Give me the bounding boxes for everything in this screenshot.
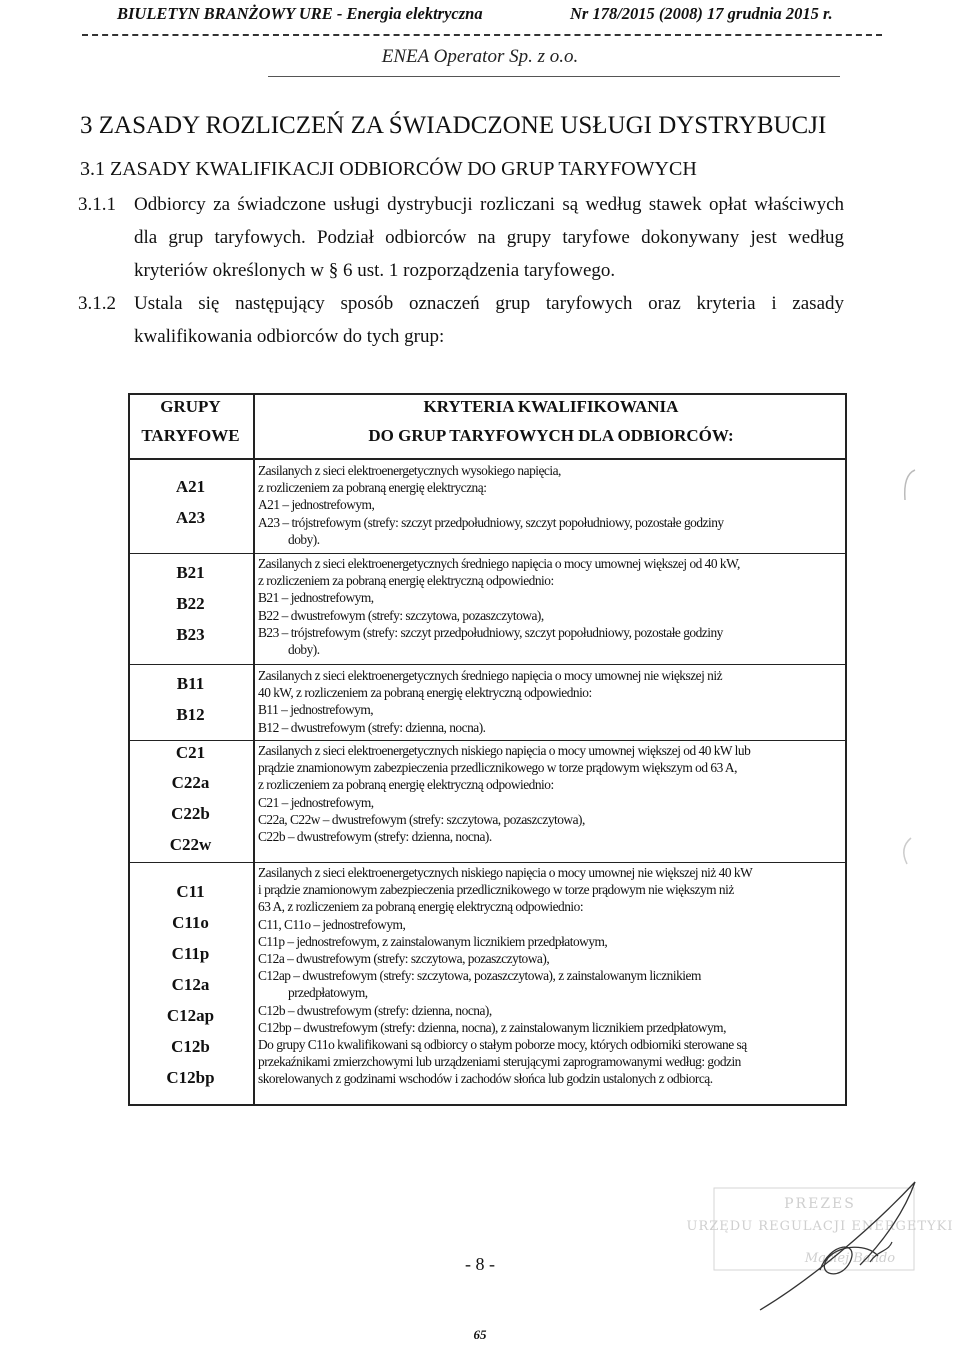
company-underline <box>268 76 840 77</box>
header-line: DO GRUP TARYFOWYCH DLA ODBIORCÓW: <box>368 426 734 445</box>
group-code: C11 <box>176 882 205 901</box>
group-code: B22 <box>176 594 205 613</box>
criteria-line: A23 – trójstrefowym (strefy: szczyt przedpołudniowy, szczyt popołudniowy, pozostałe godziny <box>258 514 724 530</box>
group-cell-a <box>128 477 253 528</box>
group-code: C21 <box>175 743 206 762</box>
criteria-line: C12bp – dwustrefowym (strefy: dzienna, nocna), z zainstalowanym licznikiem przedpłatowym, <box>258 1019 726 1035</box>
paragraph-number: 3.1.1 <box>78 194 116 215</box>
criteria-line: Zasilanych z sieci elektroenergetycznych niskiego napięcia o mocy umownej większej od 40 kW lub <box>258 743 751 758</box>
group-code: A21 <box>175 477 206 496</box>
paragraph-number: 3.1.2 <box>78 293 116 314</box>
table-row-divider <box>128 553 847 554</box>
paragraph-3-1-2 <box>78 287 844 353</box>
criteria-line: B21 – jednostrefowym, <box>258 590 374 606</box>
header-divider <box>82 34 882 36</box>
group-code: B23 <box>176 625 205 644</box>
criteria-line: prądzie znamionowym zabezpieczenia przedlicznikowego w torze prądowym większym od 63 A, <box>258 760 737 776</box>
group-code: C11p <box>171 944 210 963</box>
criteria-line: B23 – trójstrefowym (strefy: szczyt przedpołudniowy, szczyt popołudniowy, pozostałe godziny <box>258 624 723 640</box>
svg-text:PREZES: PREZES <box>784 1196 856 1212</box>
group-cell-c1 <box>128 882 253 1088</box>
criteria-cell-a <box>258 462 842 548</box>
criteria-line: B11 – jednostrefowym, <box>258 702 374 718</box>
table-header-groups <box>128 397 253 446</box>
criteria-line: przedpłatowym, <box>288 985 368 1001</box>
group-code: C12b <box>171 1037 210 1056</box>
header-line: TARYFOWE <box>141 426 240 445</box>
group-cell-b2 <box>128 563 253 645</box>
criteria-line: C22b – dwustrefowym (strefy: dzienna, nocna). <box>258 829 492 845</box>
paragraph-3-1-1 <box>78 188 844 287</box>
group-code: C22w <box>169 835 212 854</box>
criteria-line: i prądzie znamionowym zabezpieczenia przedlicznikowego w torze prądowym nie większym niż <box>258 882 734 898</box>
page-number: - 8 - <box>465 1254 495 1274</box>
criteria-line: C12ap – dwustrefowym (strefy: szczytowa, pozaszczytowa), z zainstalowanym licznikiem <box>258 968 701 984</box>
svg-text:URZĘDU REGULACJI ENERGETYKI: URZĘDU REGULACJI ENERGETYKI <box>686 1219 954 1234</box>
criteria-line: C12b – dwustrefowym (strefy: dzienna, nocna), <box>258 1002 492 1018</box>
table-column-divider <box>253 393 255 1106</box>
group-cell-b1 <box>128 674 253 725</box>
criteria-line: B12 – dwustrefowym (strefy: dzienna, nocna). <box>258 719 486 735</box>
paragraph-line: kryteriów określonych w § 6 ust. 1 rozporządzenia taryfowego. <box>134 260 616 281</box>
table-row-divider <box>128 740 847 741</box>
table-row-divider <box>128 664 847 665</box>
svg-text:Maciej Bando: Maciej Bando <box>804 1251 896 1266</box>
criteria-line: A21 – jednostrefowym, <box>258 497 375 513</box>
criteria-line: doby). <box>288 531 320 547</box>
criteria-line: Do grupy C11o kwalifikowani są odbiorcy o stałym poborze mocy, których odbiorniki sterowane są <box>258 1037 747 1053</box>
criteria-line: Zasilanych z sieci elektroenergetycznych wysokiego napięcia, <box>258 463 561 478</box>
scan-mark <box>895 465 925 505</box>
group-code: C12bp <box>166 1068 215 1087</box>
paragraph-line: dla grup taryfowych. Podział odbiorców na grupy taryfowe dokonywany jest według <box>134 227 844 248</box>
subsection-heading: 3.1 ZASADY KWALIFIKACJI ODBIORCÓW DO GRUP TARYFOWYCH <box>80 158 697 180</box>
criteria-line: C21 – jednostrefowym, <box>258 794 374 810</box>
paragraph-line: Ustala się następujący sposób oznaczeń grup taryfowych oraz kryteria i zasady <box>134 293 844 314</box>
bulletin-page-number: 65 <box>473 1327 487 1342</box>
criteria-line: 63 A, z rozliczeniem za pobraną energię elektryczną odpowiednio: <box>258 899 584 915</box>
paragraph-line: kwalifikowania odbiorców do tych grup: <box>134 326 445 347</box>
bulletin-issue: Nr 178/2015 (2008) 17 grudnia 2015 r. <box>570 4 833 23</box>
criteria-line: doby). <box>288 642 320 658</box>
criteria-line: C11p – jednostrefowym, z zainstalowanym licznikiem przedpłatowym, <box>258 933 608 949</box>
bulletin-title: BIULETYN BRANŻOWY URE - Energia elektryczna <box>117 4 483 23</box>
paragraph-line: Odbiorcy za świadczone usługi dystrybucji rozliczani są według stawek opłat właściwych <box>134 194 844 215</box>
criteria-line: 40 kW, z rozliczeniem za pobraną energię elektryczną odpowiednio: <box>258 685 592 701</box>
group-code: A23 <box>175 508 206 527</box>
group-code: B12 <box>176 705 205 724</box>
criteria-line: skorelowanych z godzinami wschodów i zachodów słońca lub godzin ustalonych z odbiorcą. <box>258 1071 713 1087</box>
criteria-line: z rozliczeniem za pobraną energię elektryczną odpowiednio: <box>258 777 554 793</box>
criteria-line: C22a, C22w – dwustrefowym (strefy: szczytowa, pozaszczytowa), <box>258 811 585 827</box>
table-header-criteria <box>255 397 847 446</box>
group-code: B11 <box>176 674 205 693</box>
company-name: ENEA Operator Sp. z o.o. <box>381 46 579 67</box>
criteria-cell-b2 <box>258 555 842 658</box>
criteria-line: B22 – dwustrefowym (strefy: szczytowa, pozaszczytowa), <box>258 607 544 623</box>
criteria-line: Zasilanych z sieci elektroenergetycznych średniego napięcia o mocy umownej większej od 40 kW, <box>258 556 740 571</box>
criteria-line: C12a – dwustrefowym (strefy: szczytowa, pozaszczytowa), <box>258 951 550 967</box>
group-cell-c2 <box>128 743 253 855</box>
header-line: KRYTERIA KWALIFIKOWANIA <box>423 397 679 416</box>
criteria-line: przekaźnikami zmierzchowymi lub urządzeniami sterującymi zaprogramowanymi według: godzin <box>258 1054 741 1070</box>
group-code: C22a <box>171 773 210 792</box>
section-heading: 3 ZASADY ROZLICZEŃ ZA ŚWIADCZONE USŁUGI DYSTRYBUCJI <box>80 112 827 139</box>
group-code: C11o <box>172 913 209 932</box>
criteria-line: Zasilanych z sieci elektroenergetycznych średniego napięcia o mocy umownej nie większej niż <box>258 668 723 683</box>
header-line: GRUPY <box>160 397 221 416</box>
group-code: C22b <box>171 804 210 823</box>
scan-mark <box>893 830 923 870</box>
criteria-cell-c2 <box>258 742 842 845</box>
criteria-line: Zasilanych z sieci elektroenergetycznych niskiego napięcia o mocy umownej nie większej niż 40 kW <box>258 865 753 880</box>
criteria-line: z rozliczeniem za pobraną energię elektryczną: <box>258 480 487 496</box>
group-code: C12ap <box>166 1006 215 1025</box>
group-code: B21 <box>176 563 205 582</box>
group-code: C12a <box>171 975 210 994</box>
criteria-line: C11, C11o – jednostrefowym, <box>258 916 406 932</box>
table-row-divider <box>128 862 847 863</box>
official-stamp-and-signature <box>686 1170 954 1320</box>
criteria-cell-b1 <box>258 667 842 736</box>
criteria-line: z rozliczeniem za pobraną energię elektryczną odpowiednio: <box>258 573 554 589</box>
table-header-divider <box>128 458 847 460</box>
criteria-cell-c1 <box>258 864 842 1088</box>
